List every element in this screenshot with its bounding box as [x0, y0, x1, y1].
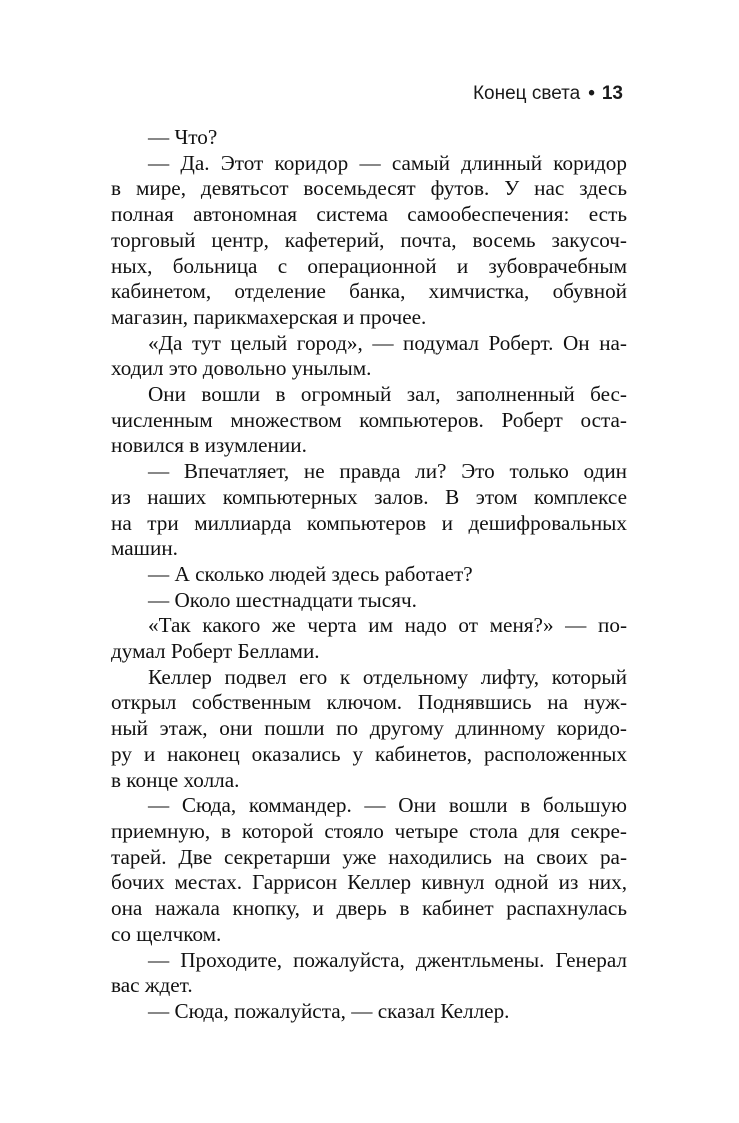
header-title: Конец света: [472, 83, 581, 104]
text-line: тарей. Две секретарши уже находились на своих ра-: [111, 844, 627, 869]
text-line: ный этаж, они пошли по другому длинному коридо-: [111, 716, 627, 741]
text-line: новился в изумлении.: [111, 433, 307, 458]
text-line: «Да тут целый город», — подумал Роберт. Он на-: [148, 330, 627, 355]
text-line: ных, больница с операционной и зубоврачебным: [111, 253, 627, 278]
paragraph: [111, 331, 627, 382]
paragraph: [111, 665, 627, 794]
text-line: «Так какого же черта им надо от меня?» — по-: [148, 613, 627, 638]
text-line: магазин, парикмахерская и прочее.: [111, 304, 427, 329]
paragraph: [111, 588, 627, 614]
text-line: — Сюда, пожалуйста, — сказал Келлер.: [148, 998, 510, 1023]
text-line: со щелчком.: [111, 921, 222, 946]
text-line: она нажала кнопку, и дверь в кабинет распахнулась: [111, 896, 627, 921]
paragraph: [111, 562, 627, 588]
paragraph: [111, 793, 627, 947]
paragraph: [111, 999, 627, 1025]
header-separator: •: [588, 83, 595, 104]
text-line: вас ждет.: [111, 973, 193, 998]
text-line: численным множеством компьютеров. Роберт оста-: [111, 407, 627, 432]
text-line: приемную, в которой стояло четыре стола для секре-: [111, 818, 627, 843]
paragraph: [111, 125, 627, 151]
text-line: полная автономная система самообеспечения: есть: [111, 202, 627, 227]
text-line: Они вошли в огромный зал, заполненный бес-: [148, 382, 627, 407]
text-line: на три миллиарда компьютеров и дешифровальных: [111, 510, 627, 535]
page-number: 13: [601, 83, 623, 104]
text-line: из наших компьютерных залов. В этом комплексе: [111, 484, 627, 509]
paragraph: [111, 151, 627, 331]
text-line: — Около шестнадцати тысяч.: [148, 587, 417, 612]
text-line: — Проходите, пожалуйста, джентльмены. Генерал: [148, 947, 627, 972]
paragraph: [111, 382, 627, 459]
text-line: ру и наконец оказались у кабинетов, расположенных: [111, 741, 627, 766]
body-text: [111, 125, 627, 1025]
text-line: ходил это довольно унылым.: [111, 356, 372, 381]
text-line: открыл собственным ключом. Поднявшись на нуж-: [111, 690, 627, 715]
text-line: в мире, девятьсот восемьдесят футов. У нас здесь: [111, 176, 627, 201]
paragraph: [111, 948, 627, 999]
running-header: [473, 81, 623, 107]
text-line: думал Роберт Беллами.: [111, 639, 320, 664]
text-line: — Сюда, коммандер. — Они вошли в большую: [148, 793, 627, 818]
text-line: — Что?: [148, 125, 218, 149]
text-line: — Впечатляет, не правда ли? Это только один: [148, 459, 627, 484]
text-line: кабинетом, отделение банка, химчистка, обувной: [111, 279, 627, 304]
text-line: бочих местах. Гаррисон Келлер кивнул одной из них,: [111, 870, 627, 895]
paragraph: [111, 613, 627, 664]
text-line: — А сколько людей здесь работает?: [148, 561, 473, 586]
text-line: Келлер подвел его к отдельному лифту, который: [148, 664, 627, 689]
text-line: торговый центр, кафетерий, почта, восемь закусоч-: [111, 227, 627, 252]
text-line: машин.: [111, 536, 178, 561]
paragraph: [111, 459, 627, 562]
text-line: — Да. Этот коридор — самый длинный коридор: [148, 150, 627, 175]
text-line: в конце холла.: [111, 767, 240, 792]
